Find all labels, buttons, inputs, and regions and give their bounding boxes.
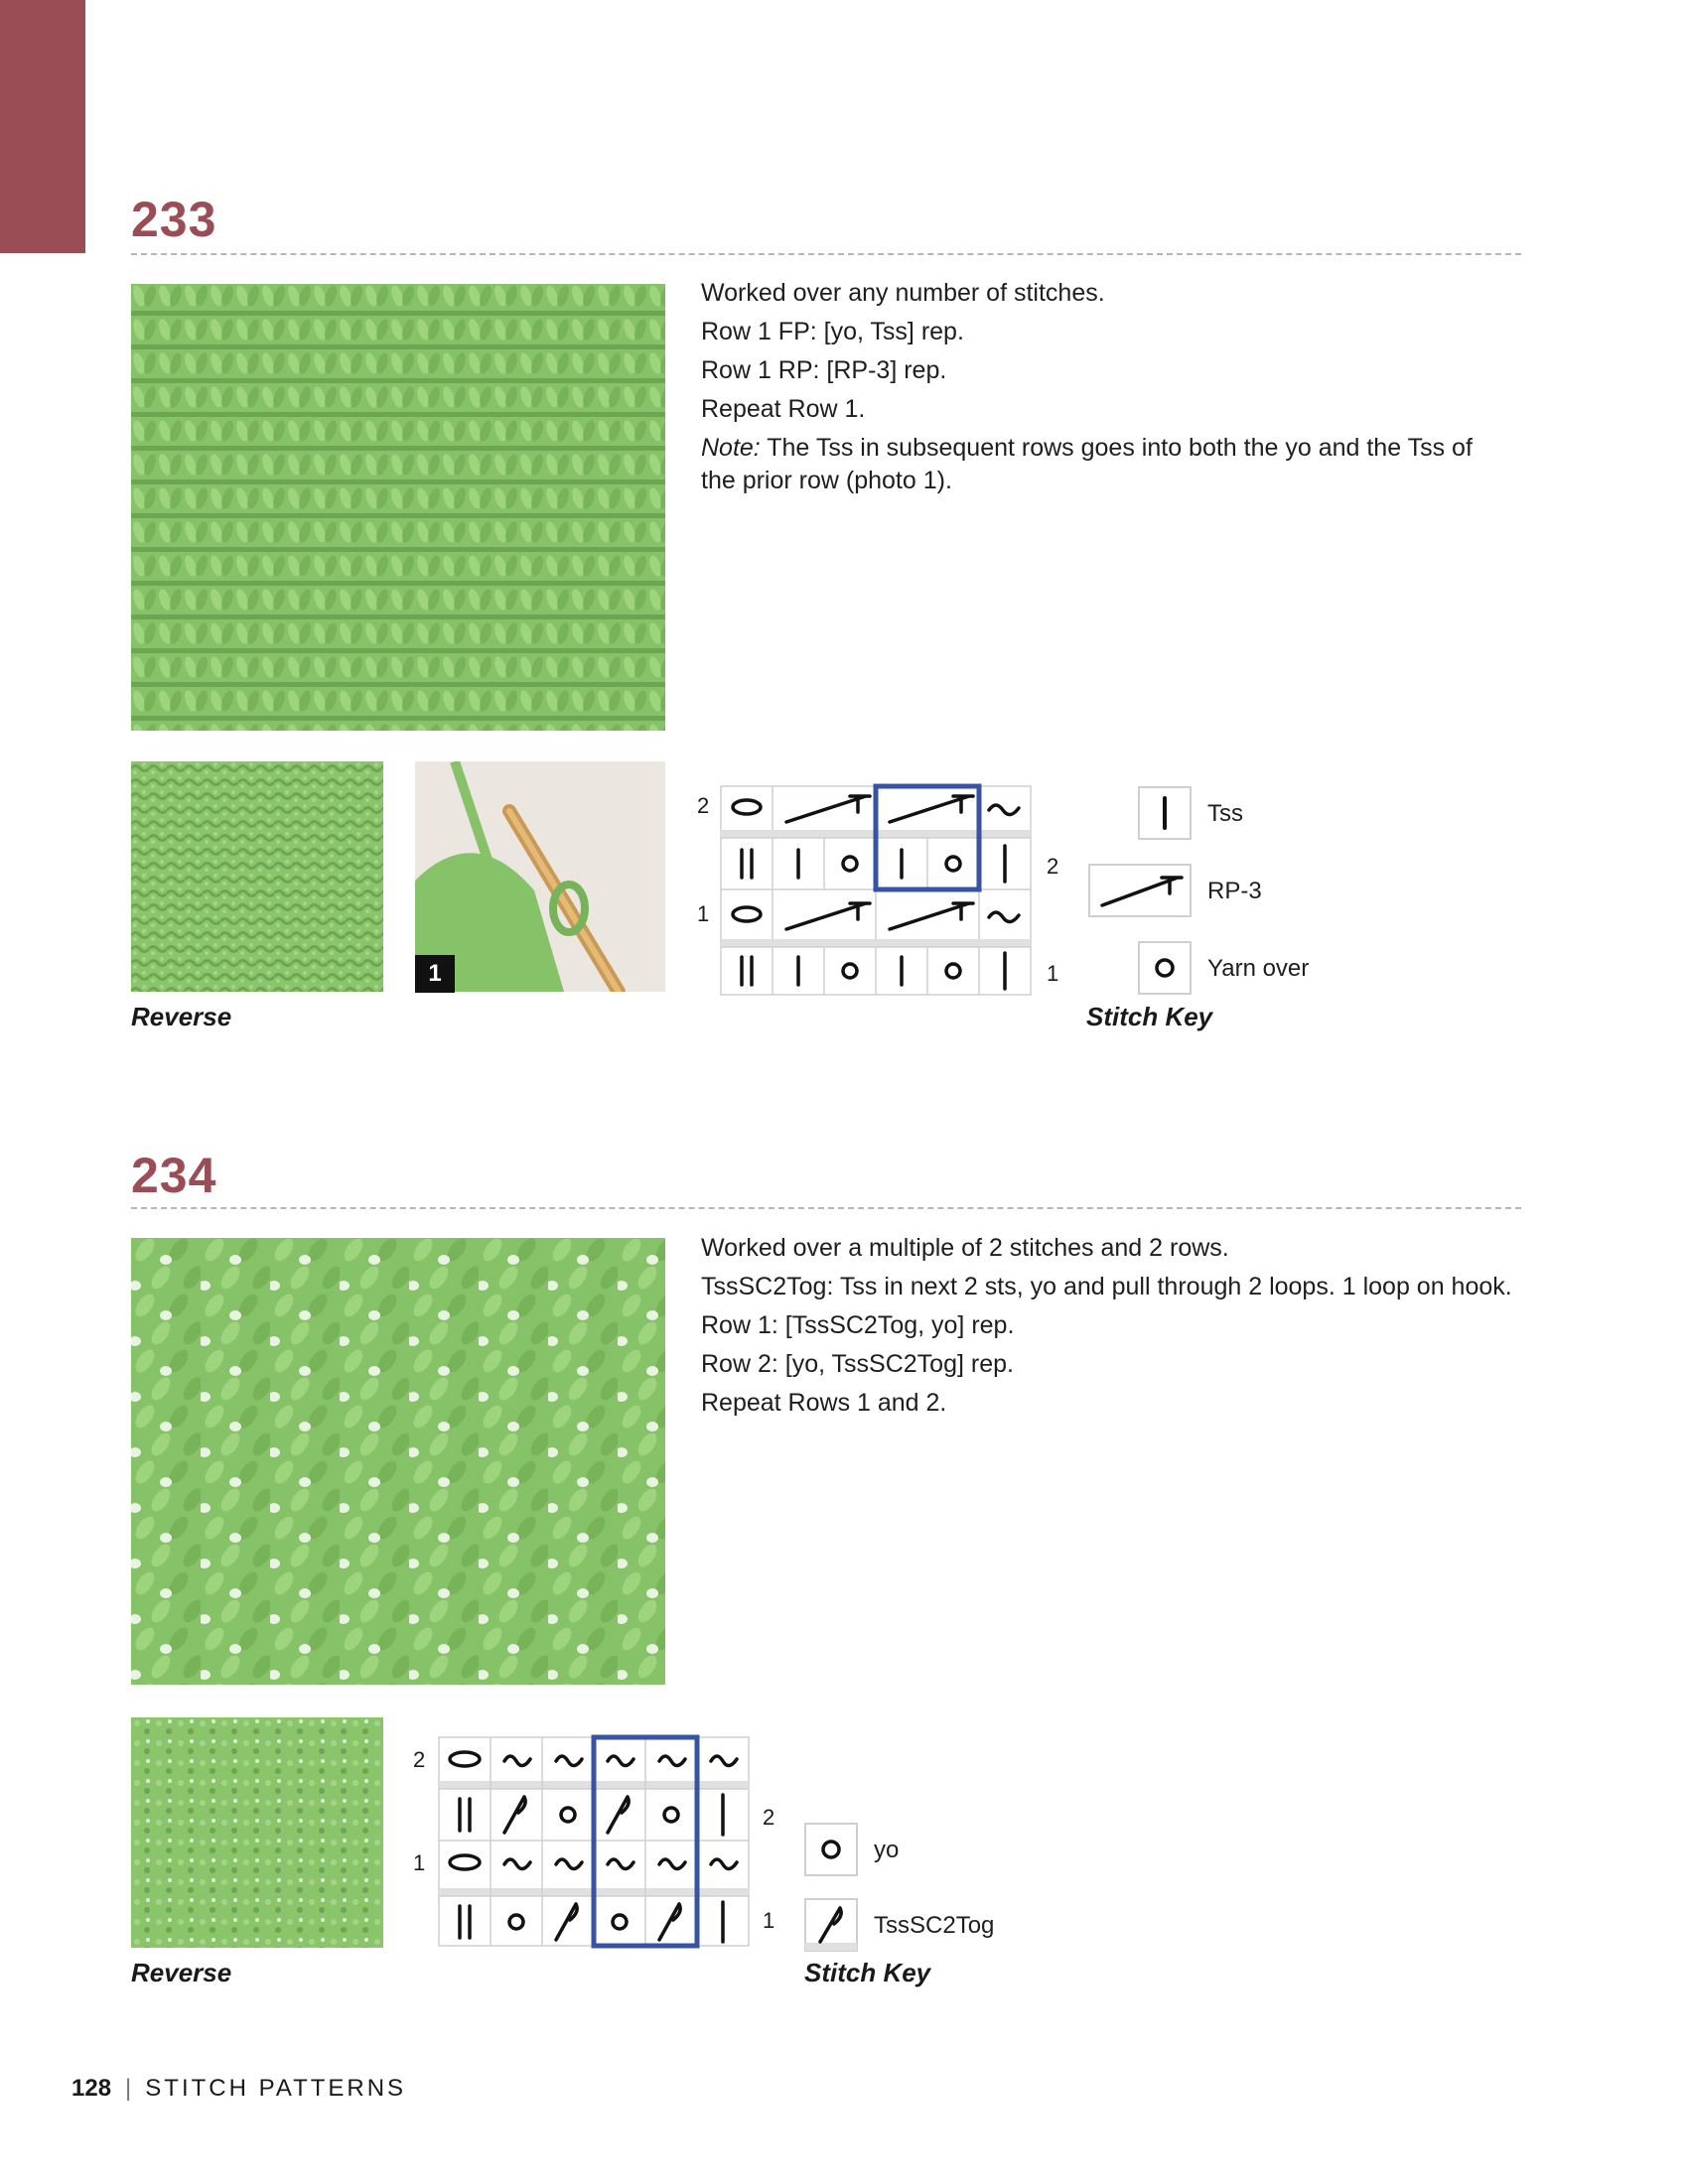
section-divider [131, 1207, 1521, 1209]
pattern-number-233: 233 [131, 192, 217, 247]
chart-row-label: 2 [763, 1805, 775, 1830]
rp3-icon [1088, 864, 1192, 922]
instruction-note [701, 432, 1485, 497]
swatch-photo-234 [131, 1238, 665, 1685]
instruction-line: Repeat Row 1. [701, 395, 866, 423]
instruction-line: Repeat Rows 1 and 2. [701, 1389, 947, 1417]
tss-icon [1138, 786, 1192, 845]
instruction-line: TssSC2Tog: Tss in next 2 sts, yo and pull through 2 loops. 1 loop on hook. [701, 1273, 1512, 1300]
section-name: STITCH PATTERNS [145, 2075, 407, 2102]
yarn-over-icon [1138, 941, 1192, 1000]
stitch-chart-234 [407, 1733, 784, 1952]
chart-row-label: 1 [763, 1908, 775, 1933]
chart-row-label: 1 [1047, 961, 1059, 986]
instruction-line: Row 1 RP: [RP-3] rep. [701, 356, 947, 384]
key-label-tss: Tss [1207, 800, 1243, 827]
tsssc2tog-icon [804, 1898, 858, 1957]
page-number: 128 [71, 2075, 112, 2102]
instructions-234 [701, 1229, 1525, 1423]
photo-badge: 1 [415, 955, 455, 993]
reverse-caption-234: Reverse [131, 1958, 232, 1987]
stitch-key-title-233: Stitch Key [1086, 1002, 1213, 1031]
key-label-rp3: RP-3 [1207, 878, 1262, 904]
swatch-photo-233 [131, 284, 665, 731]
instruction-line: Worked over any number of stitches. [701, 279, 1105, 307]
reverse-photo-233 [131, 761, 383, 992]
stitch-chart-233 [691, 780, 1068, 999]
reverse-caption-233: Reverse [131, 1002, 232, 1031]
instruction-line: Row 1 FP: [yo, Tss] rep. [701, 318, 964, 345]
note-label: Note: [701, 434, 761, 462]
key-label-yo: yo [874, 1837, 900, 1863]
section-divider [131, 253, 1521, 255]
pattern-number-234: 234 [131, 1148, 217, 1203]
chart-row-label: 2 [697, 793, 710, 818]
chart-row-label: 1 [413, 1850, 426, 1875]
note-text: The Tss in subsequent rows goes into both the yo and the Tss of the prior row (photo 1). [701, 434, 1473, 494]
key-label-tsssc2tog: TssSC2Tog [874, 1912, 995, 1939]
yo-icon [804, 1823, 858, 1881]
instruction-line: Worked over a multiple of 2 stitches and 2 rows. [701, 1234, 1229, 1262]
instructions-233 [701, 274, 1525, 497]
page-footer [71, 2075, 406, 2103]
chart-row-label: 2 [413, 1747, 426, 1772]
footer-separator: | [125, 2075, 132, 2102]
stitch-key-title-234: Stitch Key [804, 1958, 931, 1987]
instruction-line: Row 1: [TssSC2Tog, yo] rep. [701, 1311, 1015, 1339]
key-label-yarn-over: Yarn over [1207, 955, 1310, 982]
reverse-photo-234 [131, 1717, 383, 1948]
chart-row-label: 2 [1047, 854, 1059, 879]
instruction-line: Row 2: [yo, TssSC2Tog] rep. [701, 1350, 1014, 1378]
chapter-tab [0, 0, 85, 253]
chart-row-label: 1 [697, 901, 710, 926]
